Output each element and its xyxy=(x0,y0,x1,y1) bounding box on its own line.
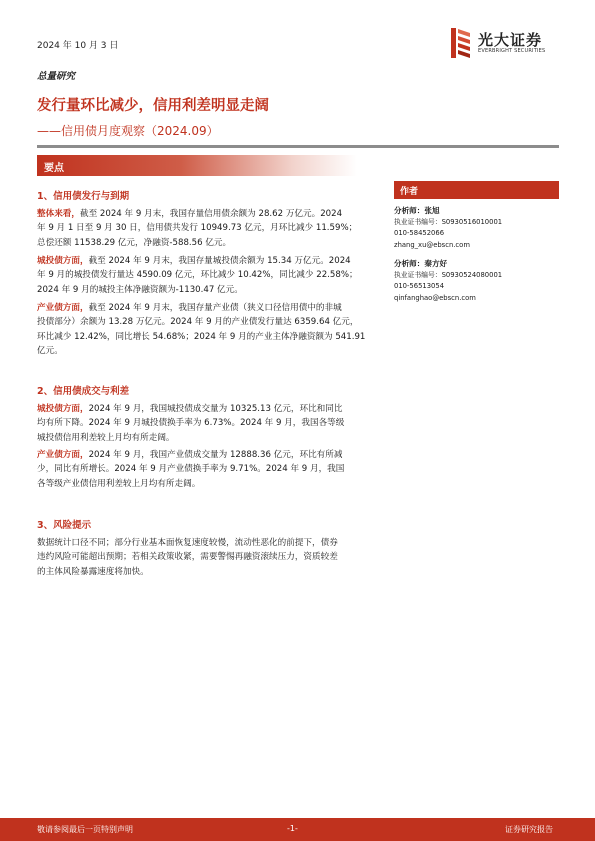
report-title: 发行量环比减少，信用利差明显走阔 xyxy=(37,98,269,114)
keypoints-header xyxy=(37,155,357,176)
logo-text-cn: 光大证券 xyxy=(478,31,543,49)
paragraph-lead: 产业债方面， xyxy=(37,450,89,460)
analyst-email[interactable]: zhang_xu@ebscn.com xyxy=(394,240,470,249)
paragraph-industrial xyxy=(37,301,381,358)
paragraph-line: 数据统计口径不同；部分行业基本面恢复速度较慢，流动性恶化的前提下，债券 xyxy=(37,538,338,548)
paragraph-chengtou-trading xyxy=(37,402,381,445)
paragraph-line: 少，同比有所增长。2024 年 9 月产业债换手率为 9.71%。2024 年 9 月，我国 xyxy=(37,464,345,475)
logo-text-en: EVERBRIGHT SECURITIES xyxy=(478,48,546,54)
paragraph-line: 的主体风险暴露速度将加快。 xyxy=(37,566,149,577)
authors-label: 作者 xyxy=(400,187,419,197)
section-title: 3、风险提示 xyxy=(37,520,92,531)
paragraph-line: 年 9 月 1 日至 9 月 30 日，信用债共发行 10949.73 亿元，月环比减少 11.59%； xyxy=(37,223,358,234)
analyst-phone: 010-58452066 xyxy=(394,229,445,237)
paragraph-risk xyxy=(37,536,381,579)
section-title: 1、信用债发行与到期 xyxy=(37,191,130,202)
paragraph-line: 整体来看，截至 2024 年 9 月末，我国存量信用债余额为 28.62 万亿元。2024 xyxy=(37,209,343,219)
analyst-cert: 执业证书编号：S0930516010001 xyxy=(394,217,503,226)
everbright-logo-icon xyxy=(450,27,472,59)
keypoints-label: 要点 xyxy=(44,163,64,174)
paragraph-line: 亿元。 xyxy=(37,345,63,356)
page-footer xyxy=(0,818,595,841)
analyst-card xyxy=(394,205,502,251)
paragraph-industrial-trading xyxy=(37,448,381,491)
report-category: 总量研究 xyxy=(37,71,76,82)
paragraph-lead: 产业债方面， xyxy=(37,303,89,313)
paragraph-line: 环比减少 12.42%，同比增长 54.68%；2024 年 9 月的产业主体净融资额为 541.91 xyxy=(37,331,366,342)
paragraph-line: 均有所下降。2024 年 9 月城投债换手率为 6.73%。2024 年 9 月，我国各等级 xyxy=(37,418,345,429)
page-number: -1- xyxy=(287,824,298,833)
footer-disclaimer[interactable]: 敬请参阅最后一页特别声明 xyxy=(37,825,133,834)
paragraph-line: 城投债信用利差较上月均有所走阔。 xyxy=(37,432,175,443)
report-subtitle: ——信用债月度观察（2024.09） xyxy=(37,124,219,138)
paragraph-line: 总偿还额 11538.29 亿元，净融资-588.56 亿元。 xyxy=(37,237,232,248)
analyst-name: 分析师：张旭 xyxy=(394,206,440,215)
paragraph-lead: 城投债方面， xyxy=(37,256,89,266)
report-date: 2024 年 10 月 3 日 xyxy=(37,41,119,51)
title-divider xyxy=(37,145,559,148)
everbright-logo xyxy=(450,27,562,61)
paragraph-line: 各等级产业债信用利差较上月均有所走阔。 xyxy=(37,478,201,489)
paragraph-line: 违约风险可能超出预期；若相关政策收紧，需要警惕再融资滚续压力，资质较差 xyxy=(37,552,338,563)
paragraph-line: 城投债方面，截至 2024 年 9 月末，我国存量城投债余额为 15.34 万亿元。2024 xyxy=(37,256,351,266)
analyst-cert: 执业证书编号：S0930524080001 xyxy=(394,270,503,279)
paragraph-line: 产业债方面，截至 2024 年 9 月末，我国存量产业债（狭义口径信用债中的非城 xyxy=(37,303,342,313)
footer-report-type: 证券研究报告 xyxy=(505,825,553,834)
section-title: 2、信用债成交与利差 xyxy=(37,386,130,397)
paragraph-line: 投债部分）余额为 13.28 万亿元。2024 年 9 月的产业债发行量达 6359.64 亿元， xyxy=(37,317,359,328)
paragraph-lead: 整体来看， xyxy=(37,209,80,219)
analyst-card xyxy=(394,258,502,304)
paragraph-chengtou xyxy=(37,254,381,297)
analyst-name: 分析师：秦方好 xyxy=(394,259,448,268)
analyst-email[interactable]: qinfanghao@ebscn.com xyxy=(394,293,476,302)
paragraph-line: 城投债方面，2024 年 9 月，我国城投债成交量为 10325.13 亿元，环比和同比 xyxy=(37,404,343,414)
paragraph-line: 年 9 月的城投债发行量达 4590.09 亿元，环比减少 10.42%，同比减少 22.58%； xyxy=(37,270,358,281)
paragraph-line: 2024 年 9 月的城投主体净融资额为-1130.47 亿元。 xyxy=(37,284,243,295)
paragraph-line: 产业债方面，2024 年 9 月，我国产业债成交量为 12888.36 亿元，环比有所减 xyxy=(37,450,343,460)
paragraph-lead: 城投债方面， xyxy=(37,404,89,414)
paragraph-overall xyxy=(37,207,381,250)
authors-header xyxy=(394,181,559,199)
analyst-phone: 010-56513054 xyxy=(394,282,445,290)
